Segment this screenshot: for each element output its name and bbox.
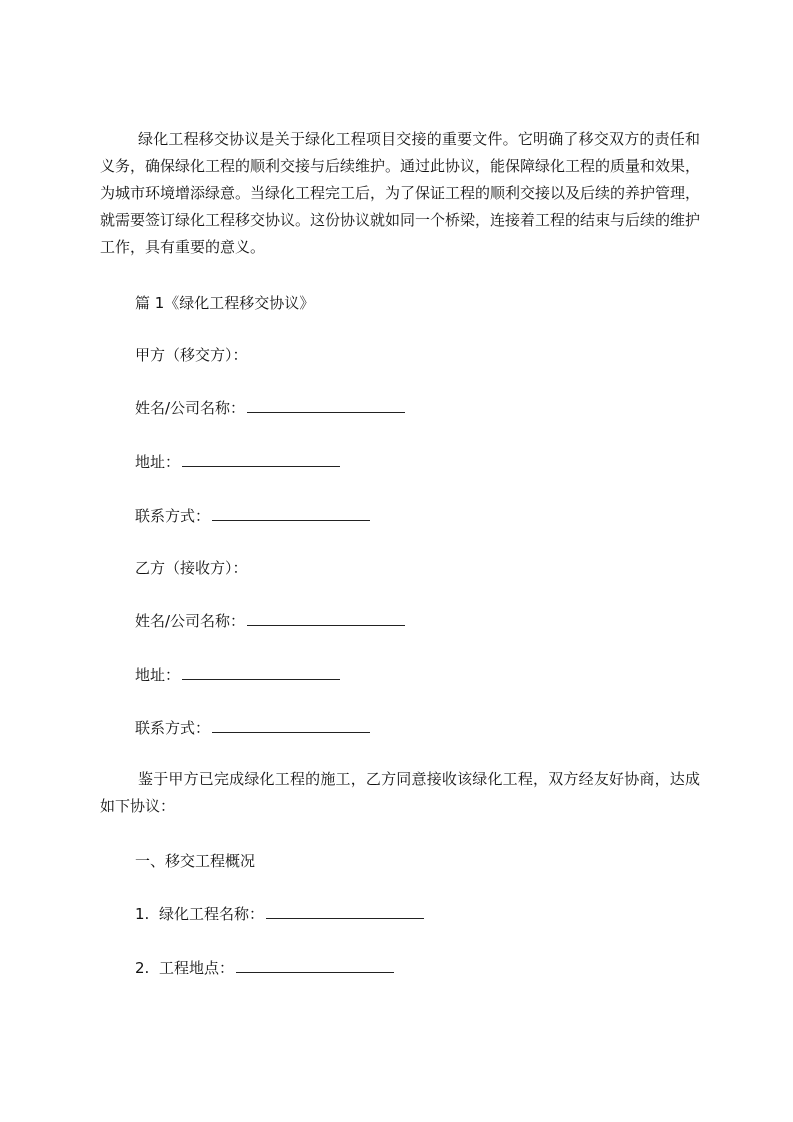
item-number: 1.	[135, 905, 150, 923]
party-b-contact-row	[135, 717, 370, 739]
chapter-title: 篇 1《绿化工程移交协议》	[135, 294, 315, 312]
party-b-address-blank[interactable]	[182, 664, 340, 680]
party-a-heading: 甲方（移交方）：	[135, 346, 248, 364]
item-number: 2.	[135, 959, 150, 977]
party-a-contact-blank[interactable]	[212, 505, 370, 521]
party-a-contact-row	[135, 505, 370, 527]
project-name-blank[interactable]	[266, 903, 424, 919]
party-b-address-label: 地址：	[135, 666, 181, 684]
project-location-blank[interactable]	[236, 957, 394, 973]
project-location-label: 工程地点：	[159, 959, 235, 977]
project-location-row	[135, 957, 394, 979]
party-a-name-label: 姓名/公司名称：	[135, 399, 246, 417]
project-name-row	[135, 903, 424, 925]
project-name-label: 绿化工程名称：	[159, 905, 265, 923]
party-a-name-row	[135, 397, 405, 419]
party-b-heading: 乙方（接收方）：	[135, 559, 248, 577]
intro-paragraph: 绿化工程移交协议是关于绿化工程项目交接的重要文件。它明确了移交双方的责任和义务，确保绿化工程的顺利交接与后续维护。通过此协议，能保障绿化工程的质量和效果，为城市环境增添绿意。当绿化工程完工后，为了保证工程的顺利交接以及后续的养护管理，就需要签订绿化工程移交协议。这份协议就如同一个桥梁，连接着工程的结束与后续的维护工作，具有重要的意义。	[100, 130, 701, 256]
agreement-paragraph: 鉴于甲方已完成绿化工程的施工，乙方同意接收该绿化工程，双方经友好协商，达成如下协议：	[100, 770, 700, 815]
section-1-heading: 一、移交工程概况	[135, 852, 256, 870]
party-b-contact-label: 联系方式：	[135, 719, 211, 737]
party-a-contact-label: 联系方式：	[135, 507, 211, 525]
party-b-name-label: 姓名/公司名称：	[135, 612, 246, 630]
party-a-address-row	[135, 451, 340, 473]
party-b-name-row	[135, 610, 405, 632]
party-a-address-blank[interactable]	[182, 451, 340, 467]
party-b-address-row	[135, 664, 340, 686]
party-b-name-blank[interactable]	[247, 610, 405, 626]
party-a-name-blank[interactable]	[247, 397, 405, 413]
party-a-address-label: 地址：	[135, 453, 181, 471]
party-b-contact-blank[interactable]	[212, 717, 370, 733]
